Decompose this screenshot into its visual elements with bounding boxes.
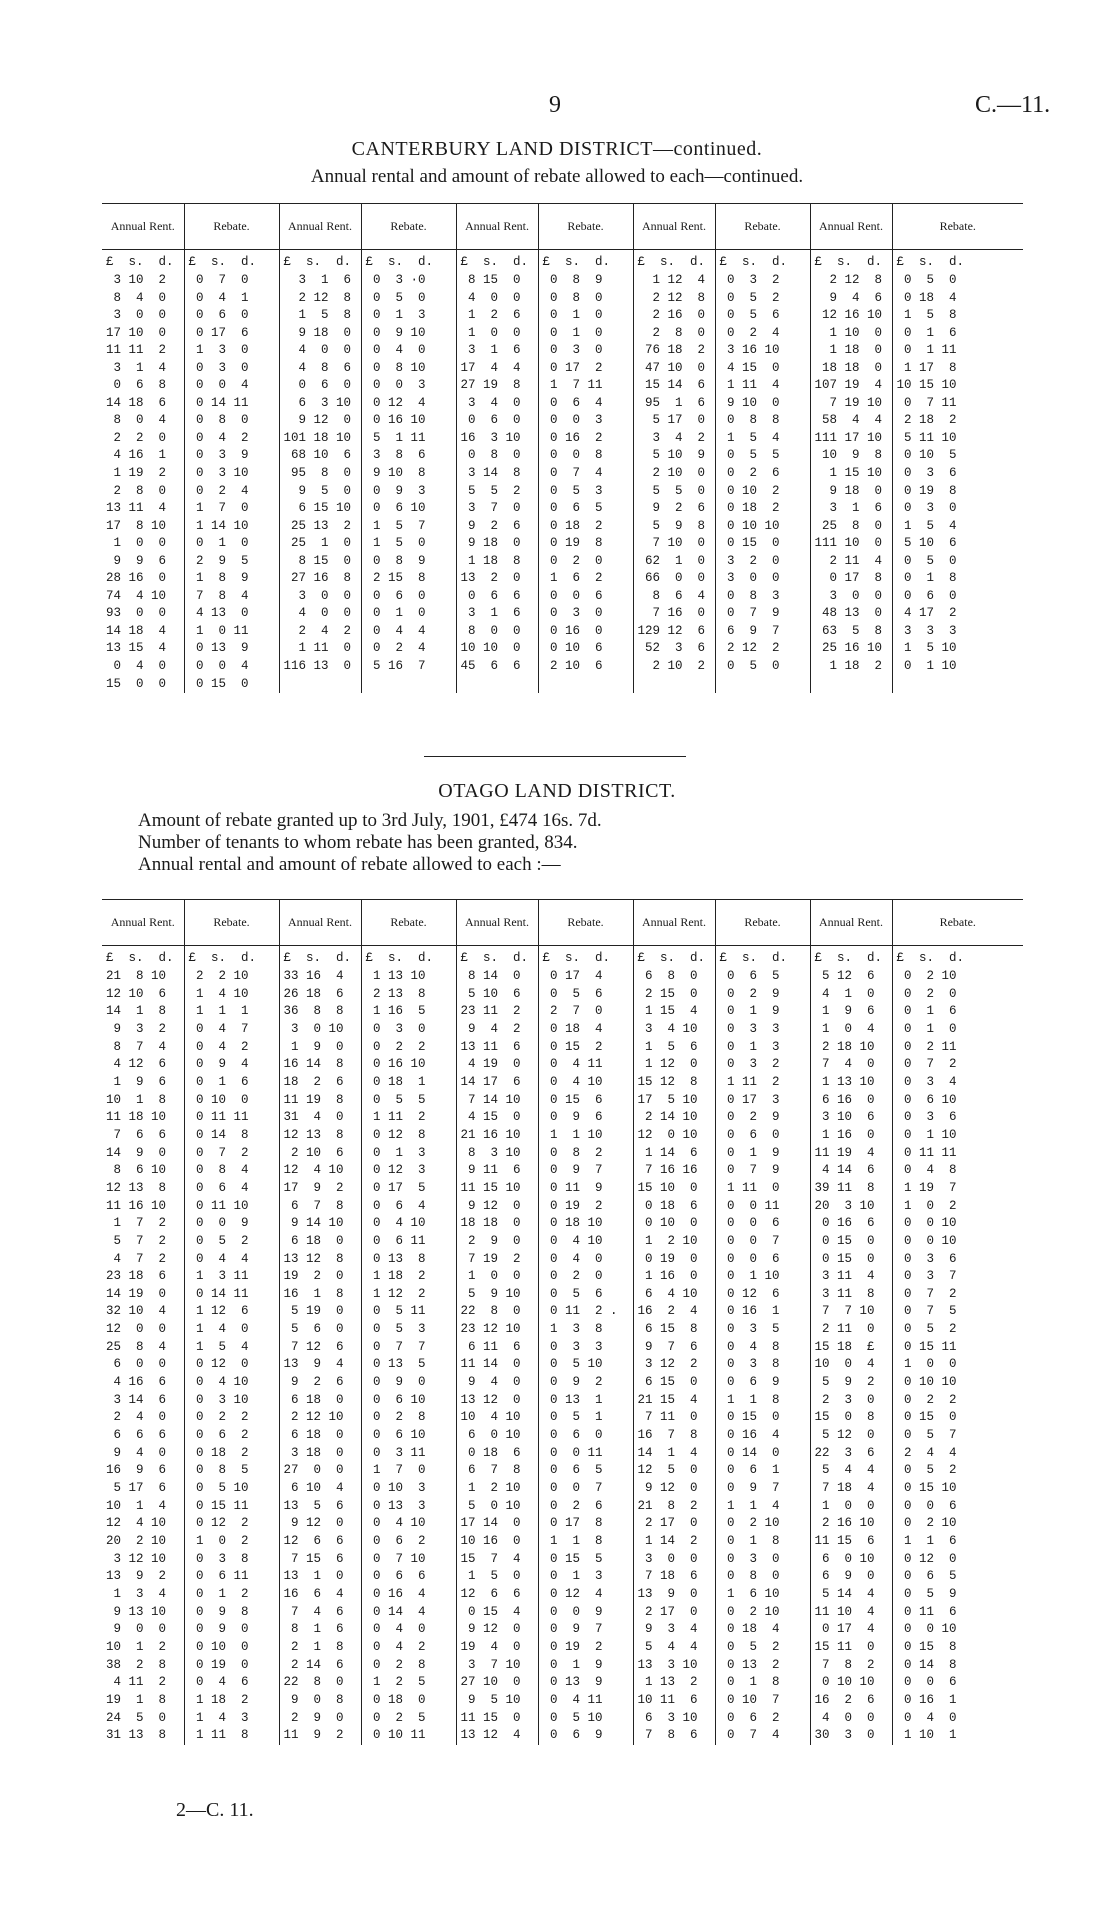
rebate-column: 0 3 ·0 0 5 0 0 1 3 0 9 10 0 4 0 0 8 10 0 0 3 0 12 4 0 16 10 5 1 11 3 8 6 9 10 8 0 9 3 0 6 10 1 5 7 1 5 0 0 8 9 2 15 8 0 6 0 0 1 0 0 4 4 0 2 4 5 16 7 [361,272,456,693]
annual-rent-column: 21 8 10 12 10 6 14 1 8 9 3 2 8 7 4 4 12 6 1 9 6 10 1 8 11 18 10 7 6 6 14 9 0 8 6 10 12 13 8 11 16 10 1 7 2 5 7 2 4 7 2 23 18 6 14 19 0 32 10 4 12 0 0 25 8 4 6 0 0 4 16 6 3 14 6 2 4 0 6 6 6 9 4 0 16 9 6 5 17 6 10 1 4 12 4 10 20 2 10 3 12 10 13 9 2 1 3 4 9 13 10 9 0 0 10 1 2 38 2 8 4 11 2 19 1 8 24 5 0 31 13 8 [102,968,184,1745]
rebate-column: 0 3 2 0 5 2 0 5 6 0 2 4 3 16 10 4 15 0 1 11 4 9 10 0 0 8 8 1 5 4 0 5 5 0 2 6 0 10 2 0 18 2 0 10 10 0 15 0 3 2 0 3 0 0 0 8 3 0 7 9 6 9 7 2 12 2 0 5 0 [715,272,810,693]
annual-rent-column: 6 8 0 2 15 0 1 15 4 3 4 10 1 5 6 1 12 0 15 12 8 17 5 10 2 14 10 12 0 10 1 14 6 7 16 16 15 10 0 0 18 6 0 10 0 1 2 10 0 19 0 1 16 0 6 4 10 16 2 4 6 15 8 9 7 6 3 12 2 6 15 0 21 15 4 7 11 0 16 7 8 14 1 4 12 5 0 9 12 0 21 8 2 2 17 0 1 14 2 3 0 0 7 18 6 13 9 0 2 17 0 9 3 4 5 4 4 13 3 10 1 13 2 10 11 6 6 3 10 7 8 6 [633,968,715,1745]
unit-label: £ s. d. [361,250,456,273]
annual-rent-column: 5 12 6 4 1 0 1 9 6 1 0 4 2 18 10 7 4 0 1 13 10 6 16 0 3 10 6 1 16 0 11 19 4 4 14 6 39 11 8 20 3 10 0 16 6 0 15 0 0 15 0 3 11 4 3 11 8 7 7 10 2 11 0 15 18 £ 10 0 4 5 9 2 2 3 0 15 0 8 5 12 0 22 3 6 5 4 4 7 18 4 1 0 0 2 16 10 11 15 6 6 0 10 6 9 0 5 14 4 11 10 4 0 17 4 15 11 0 7 8 2 0 10 10 16 2 6 4 0 0 30 3 0 [810,968,892,1745]
header-rebate-4: Rebate. [715,203,810,250]
footer-signature: 2—C. 11. [176,1799,254,1821]
annual-rent-column: 2 12 8 9 4 6 12 16 10 1 10 0 1 18 0 18 18 0 107 19 4 7 19 10 58 4 4 111 17 10 10 9 8 1 15 10 9 18 0 3 1 6 25 8 0 111 10 0 2 11 4 0 17 8 3 0 0 48 13 0 63 5 8 25 16 10 1 18 2 [810,272,892,693]
header-annual-rent-2: Annual Rent. [279,203,361,250]
otago-tenant-count: Number of tenants to whom rebate has been granted, 834. [138,832,578,853]
unit-label: £ s. d. [279,946,361,969]
rebate-column: 0 17 4 0 5 6 2 7 0 0 18 4 0 15 2 0 4 11 0 4 10 0 15 6 0 9 6 1 1 10 0 8 2 0 9 7 0 11 9 0 19 2 0 18 10 0 4 10 0 4 0 0 2 0 0 5 6 0 11 2 . 1 3 8 0 3 3 0 5 10 0 9 2 0 13 1 0 5 1 0 6 0 0 0 11 0 6 5 0 0 7 0 2 6 0 17 8 1 1 8 0 15 5 0 1 3 0 12 4 0 0 9 0 9 7 0 19 2 0 1 9 0 13 9 0 4 11 0 5 10 0 6 9 [538,968,633,1745]
header-annual-rent-4: Annual Rent. [633,899,715,946]
header-annual-rent-2: Annual Rent. [279,899,361,946]
header-annual-rent-1: Annual Rent. [102,899,184,946]
header-rebate-5: Rebate. [939,218,976,233]
unit-label: £ s. d. [456,250,538,273]
header-rebate-5: Rebate. [939,914,976,929]
unit-label: £ s. d. [456,946,538,969]
unit-label: £ s. d. [538,946,633,969]
header-annual-rent-5: Annual Rent. [810,899,892,946]
canterbury-title: CANTERBURY LAND DISTRICT—continued. [351,138,763,160]
header-annual-rent-1: Annual Rent. [102,203,184,250]
page-number: 9 [549,92,561,118]
unit-label: £ s. d. [633,250,715,273]
rebate-column: 2 2 10 1 4 10 1 1 1 0 4 7 0 4 2 0 9 4 0 1 6 0 10 0 0 11 11 0 14 8 0 7 2 0 8 4 0 6 4 0 11 10 0 0 9 0 5 2 0 4 4 1 3 11 0 14 11 1 12 6 1 4 0 1 5 4 0 12 0 0 4 10 0 3 10 0 2 2 0 6 2 0 18 2 0 8 5 0 5 10 0 15 11 0 12 2 1 0 2 0 3 8 0 6 11 0 1 2 0 9 8 0 9 0 0 10 0 0 19 0 0 4 6 1 18 2 1 4 3 1 11 8 [184,968,279,1745]
header-annual-rent-5: Annual Rent. [810,203,892,250]
annual-rent-column: 3 1 6 2 12 8 1 5 8 9 18 0 4 0 0 4 8 6 0 6 0 6 3 10 9 12 0 101 18 10 68 10 6 95 8 0 9 5 0 6 15 10 25 13 2 25 1 0 8 15 0 27 16 8 3 0 0 4 0 0 2 4 2 1 11 0 116 13 0 [279,272,361,693]
annual-rent-column: 8 15 0 4 0 0 1 2 6 1 0 0 3 1 6 17 4 4 27 19 8 3 4 0 0 6 0 16 3 10 0 8 0 3 14 8 5 5 2 3 7 0 9 2 6 9 18 0 1 18 8 13 2 0 0 6 6 3 1 6 8 0 0 10 10 0 45 6 6 [456,272,538,693]
unit-label: £ s. d. [633,946,715,969]
annual-rent-column: 8 14 0 5 10 6 23 11 2 9 4 2 13 11 6 4 19 0 14 17 6 7 14 10 4 15 0 21 16 10 8 3 10 9 11 6 11 15 10 9 12 0 18 18 0 2 9 0 7 19 2 1 0 0 5 9 10 22 8 0 23 12 10 6 11 6 11 14 0 9 4 0 13 12 0 10 4 10 6 0 10 0 18 6 6 7 8 1 2 10 5 0 10 17 14 0 10 16 0 15 7 4 1 5 0 12 6 6 0 15 4 9 12 0 19 4 0 3 7 10 27 10 0 9 5 10 11 15 0 13 12 4 [456,968,538,1745]
unit-label: £ s. d. [102,946,184,969]
annual-rent-column: 3 10 2 8 4 0 3 0 0 17 10 0 11 11 2 3 1 4 0 6 8 14 18 6 8 0 4 2 2 0 4 16 1 1 19 2 2 8 0 13 11 4 17 8 10 1 0 0 9 9 6 28 16 0 74 4 10 93 0 0 14 18 4 13 15 4 0 4 0 15 0 0 [102,272,184,693]
rebate-column: 0 7 0 0 4 1 0 6 0 0 17 6 1 3 0 0 3 0 0 0 4 0 14 11 0 8 0 0 4 2 0 3 9 0 3 10 0 2 4 1 7 0 1 14 10 0 1 0 2 9 5 1 8 9 7 8 4 4 13 0 1 0 11 0 13 9 0 0 4 0 15 0 [184,272,279,693]
unit-label: £ s. d. [184,946,279,969]
otago-rent-table [102,899,1023,1745]
unit-label: £ s. d. [810,946,892,969]
header-rebate-1: Rebate. [184,203,279,250]
rebate-column: 0 8 9 0 8 0 0 1 0 0 1 0 0 3 0 0 17 2 1 7 11 0 6 4 0 0 3 0 16 2 0 0 8 0 7 4 0 5 3 0 6 5 0 18 2 0 19 8 0 2 0 1 6 2 0 0 6 0 3 0 0 16 0 0 10 6 2 10 6 [538,272,633,693]
unit-label: £ s. d. [715,250,810,273]
otago-title: OTAGO LAND DISTRICT. [438,780,676,802]
unit-label: £ s. d. [102,250,184,273]
rebate-column: 1 13 10 2 13 8 1 16 5 0 3 0 0 2 2 0 16 10 0 18 1 0 5 5 1 11 2 0 12 8 0 1 3 0 12 3 0 17 5 0 6 4 0 4 10 0 6 11 0 13 8 1 18 2 1 12 2 0 5 11 0 5 3 0 7 7 0 13 5 0 9 0 0 6 10 0 2 8 0 6 10 0 3 11 1 7 0 0 10 3 0 13 3 0 4 10 0 6 2 0 7 10 0 6 6 0 16 4 0 14 4 0 4 0 0 4 2 0 2 8 1 2 5 0 18 0 0 2 5 0 10 11 [361,968,456,1745]
canterbury-rent-table [102,203,1023,693]
unit-label: £ s. d. [715,946,810,969]
unit-label: £ s. d. [896,951,965,965]
header-annual-rent-3: Annual Rent. [456,899,538,946]
canterbury-subtitle: Annual rental and amount of rebate allowed to each—continued. [310,166,804,187]
header-rebate-3: Rebate. [538,899,633,946]
otago-rebate-amount: Amount of rebate granted up to 3rd July, 1901, £474 16s. 7d. [138,810,602,831]
otago-table-caption: Annual rental and amount of rebate allowed to each :— [138,854,561,875]
header-rebate-3: Rebate. [538,203,633,250]
rebate-column: 0 6 5 0 2 9 0 1 9 0 3 3 0 1 3 0 3 2 1 11 2 0 17 3 0 2 9 0 6 0 0 1 9 0 7 9 1 11 0 0 0 11 0 0 6 0 0 7 0 0 6 0 1 10 0 12 6 0 16 1 0 3 5 0 4 8 0 3 8 0 6 9 1 1 8 0 15 0 0 16 4 0 14 0 0 6 1 0 9 7 1 1 4 0 2 10 0 1 8 0 3 0 0 8 0 1 6 10 0 2 10 0 18 4 0 5 2 0 13 2 0 1 8 0 10 7 0 6 2 0 7 4 [715,968,810,1745]
unit-label: £ s. d. [361,946,456,969]
unit-label: £ s. d. [810,250,892,273]
unit-label: £ s. d. [896,255,965,269]
rebate-column: 0 5 0 0 18 4 1 5 8 0 1 6 0 1 11 1 17 8 10 15 10 0 7 11 2 18 2 5 11 10 0 10 5 0 3 6 0 19 8 0 3 0 1 5 4 5 10 6 0 5 0 0 1 8 0 6 0 4 17 2 3 3 3 1 5 10 0 1 10 [896,273,957,674]
header-rebate-2: Rebate. [361,899,456,946]
annual-rent-column: 33 16 4 26 18 6 36 8 8 3 0 10 1 9 0 16 14 8 18 2 6 11 19 8 31 4 0 12 13 8 2 10 6 12 4 10 17 9 2 6 7 8 9 14 10 6 18 0 13 12 8 19 2 0 16 1 8 5 19 0 5 6 0 7 12 6 13 9 4 9 2 6 6 18 0 2 12 10 6 18 0 3 18 0 27 0 0 6 10 4 13 5 6 9 12 0 12 6 6 7 15 6 13 1 0 16 6 4 7 4 6 8 1 6 2 1 8 2 14 6 22 8 0 9 0 8 2 9 0 11 9 2 [279,968,361,1745]
unit-label: £ s. d. [184,250,279,273]
document-code: C.—11. [975,92,1051,118]
header-rebate-1: Rebate. [184,899,279,946]
header-annual-rent-3: Annual Rent. [456,203,538,250]
section-divider [424,756,686,757]
unit-label: £ s. d. [279,250,361,273]
annual-rent-column: 1 12 4 2 12 8 2 16 0 2 8 0 76 18 2 47 10 0 15 14 6 95 1 6 5 17 0 3 4 2 5 10 9 2 10 0 5 5 0 9 2 6 5 9 8 7 10 0 62 1 0 66 0 0 8 6 4 7 16 0 129 12 6 52 3 6 2 10 2 [633,272,715,693]
rebate-column: 0 2 10 0 2 0 0 1 6 0 1 0 0 2 11 0 7 2 0 3 4 0 6 10 0 3 6 0 1 10 0 11 11 0 4 8 1 19 7 1 0 2 0 0 10 0 0 10 0 3 6 0 3 7 0 7 2 0 7 5 0 5 2 0 15 11 1 0 0 0 10 10 0 2 2 0 15 0 0 5 7 2 4 4 0 5 2 0 15 10 0 0 6 0 2 10 1 1 6 0 12 0 0 6 5 0 5 9 0 11 6 0 0 10 0 15 8 0 14 8 0 0 6 0 16 1 0 4 0 1 10 1 [904,969,957,1743]
unit-label: £ s. d. [538,250,633,273]
header-rebate-4: Rebate. [715,899,810,946]
header-annual-rent-4: Annual Rent. [633,203,715,250]
header-rebate-2: Rebate. [361,203,456,250]
